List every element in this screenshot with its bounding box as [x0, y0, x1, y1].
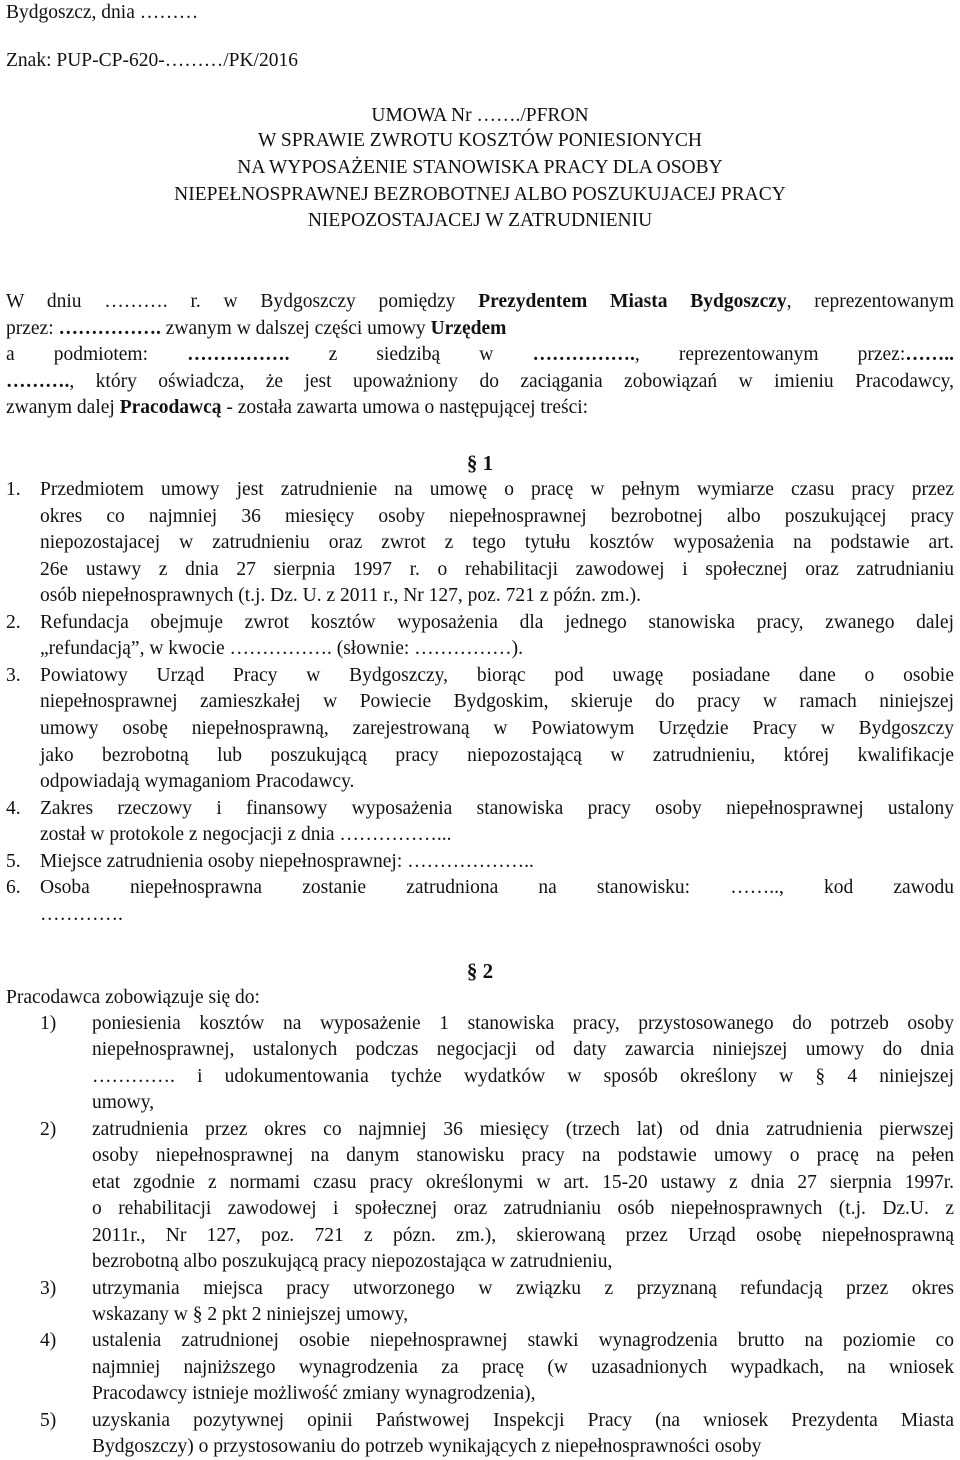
list-item-line: ustalenia zatrudnionej osobie niepełnosprawnej stawki wynagrodzenia brutto na poziomie co: [92, 1330, 954, 1352]
title-line: NIEPEŁNOSPRAWNEJ BEZROBOTNEJ ALBO POSZUKUJACEJ PRACY: [174, 184, 786, 205]
list-item-line: Bydgoszczy) o przystosowaniu do potrzeb wynikających z niepełnosprawności osoby: [92, 1436, 762, 1458]
list-item-line: …………. i udokumentowania tychże wydatków w sposób określony w § 4 niniejszej: [92, 1065, 954, 1087]
intro-line: a podmiotem: ……………. z siedzibą w ……………., reprezentowanym przez:……..: [6, 344, 954, 365]
list-item-number: 5): [40, 1409, 57, 1431]
list-item-line: osób niepełnosprawnych (t.j. Dz. U. z 2011 r., Nr 127, poz. 721 z późn. zm.).: [40, 585, 641, 607]
list-item-line: o rehabilitacji zawodowej i społecznej oraz zatrudnianiu osób niepełnosprawnych (t.j. Dz.U. z: [92, 1198, 954, 1220]
section-1-heading: § 1: [466, 451, 494, 475]
list-item-line: poniesienia kosztów na wyposażenie 1 stanowiska pracy, przystosowanego do potrzeb osoby: [92, 1013, 954, 1034]
list-item-number: 4): [40, 1330, 57, 1352]
title-line: NA WYPOSAŻENIE STANOWISKA PRACY DLA OSOBY: [237, 157, 723, 178]
list-item-line: niepełnosprawnej zamieszkałej w Powiecie Bydgoskim, skieruje do pracy w ramach niniejszej: [40, 691, 954, 713]
list-item-number: 2): [40, 1118, 57, 1140]
list-item-line: jako bezrobotną lub poszukującą pracy niepozostającą w zatrudnieniu, której kwalifikacje: [40, 744, 954, 766]
list-item-line: bezrobotną albo poszukującą pracy niepozostająca w zatrudnieniu,: [92, 1251, 613, 1273]
list-item-line: Przedmiotem umowy jest zatrudnienie na umowę o pracę w pełnym wymiarze czasu pracy przez: [40, 479, 954, 500]
list-item-number: 1.: [6, 479, 21, 500]
list-item-line: etat zgodnie z normami czasu pracy określonymi w art. 15-20 ustawy z dnia 27 sierpnia 1997r.: [92, 1171, 954, 1193]
list-item-line: Powiatowy Urząd Pracy w Bydgoszczy, biorąc pod uwagę posiadane dane o osobie: [40, 664, 954, 686]
title-line: NIEPOZOSTAJACEJ W ZATRUDNIENIU: [307, 210, 653, 231]
list-item-number: 1): [40, 1013, 57, 1034]
list-item-line: Osoba niepełnosprawna zostanie zatrudniona na stanowisku: …….., kod zawodu: [40, 877, 954, 899]
list-item-number: 6.: [6, 877, 21, 899]
place-date: Bydgoszcz, dnia ………: [6, 2, 199, 23]
list-item-line: ………….: [40, 903, 123, 925]
list-item-line: 26e ustawy z dnia 27 sierpnia 1997 r. o rehabilitacji zawodowej i społecznej oraz zatrudnianiu: [40, 558, 954, 580]
list-item-line: Refundacja obejmuje zwrot kosztów wyposażenia dla jednego stanowiska pracy, zwanego dalej: [40, 611, 954, 633]
list-item-number: 4.: [6, 797, 21, 819]
list-item-line: niepozostajacej w zatrudnieniu oraz zwrot z tego tytułu kosztów wyposażenia na podstawie art.: [40, 532, 954, 554]
list-item-line: Miejsce zatrudnienia osoby niepełnosprawnej: ………………..: [40, 850, 534, 872]
reference-number: Znak: PUP-CP-620-………/PK/2016: [6, 50, 298, 71]
list-item-line: został w protokole z negocjacji z dnia ……………...: [40, 824, 452, 846]
list-item-number: 5.: [6, 850, 21, 872]
title-line: W SPRAWIE ZWROTU KOSZTÓW PONIESIONYCH: [257, 130, 703, 151]
title-line: UMOWA Nr ……./PFRON: [371, 105, 589, 126]
list-item-line: najmniej najniższego wynagrodzenia za pracę (w uzasadnionych wypadkach, na wniosek: [92, 1356, 954, 1378]
section-2-lead: Pracodawca zobowiązuje się do:: [6, 987, 260, 1008]
section-2-heading: § 2: [466, 959, 494, 983]
intro-line: ………., który oświadcza, że jest upoważniony do zaciągania zobowiązań w imieniu Pracodawcy,: [6, 371, 954, 392]
list-item-line: zatrudnienia przez okres co najmniej 36 miesięcy (trzech lat) od dnia zatrudnienia pierwszej: [92, 1118, 954, 1140]
list-item-line: uzyskania pozytywnej opinii Państwowej Inspekcji Pracy (na wniosek Prezydenta Miasta: [92, 1409, 954, 1431]
list-item-number: 3.: [6, 664, 21, 686]
list-item-line: 2011r., Nr 127, poz. 721 z pózn. zm.), skierowaną przez Urząd osobę niepełnosprawną: [92, 1224, 954, 1246]
list-item-line: osoby niepełnosprawnej na danym stanowisku pracy na podstawie umowy o pracę na pełen: [92, 1145, 954, 1167]
list-item-line: odpowiadają wymaganiom Pracodawcy.: [40, 771, 355, 793]
intro-line: przez: ……………. zwanym w dalszej części umowy Urzędem: [6, 318, 507, 339]
list-item-line: niepełnosprawnej, ustalonych podczas negocjacji od daty zawarcia niniejszej umowy do dnia: [92, 1039, 954, 1061]
list-item-line: Pracodawcy istnieje możliwość zmiany wynagrodzenia),: [92, 1383, 536, 1405]
list-item-line: umowy osobę niepełnosprawną, zarejestrowaną w Powiatowym Urzędzie Pracy w Bydgoszczy: [40, 717, 954, 739]
list-item-line: Zakres rzeczowy i finansowy wyposażenia stanowiska pracy osoby niepełnosprawnej ustalony: [40, 797, 954, 819]
list-item-line: „refundacją”, w kwocie ……………. (słownie: ……………).: [40, 638, 524, 660]
intro-line: W dniu ………. r. w Bydgoszczy pomiędzy Prezydentem Miasta Bydgoszczy, reprezentowanym: [6, 291, 954, 312]
list-item-line: okres co najmniej 36 miesięcy osoby niepełnosprawnej bezrobotnej albo poszukującej pracy: [40, 505, 954, 527]
intro-line: zwanym dalej Pracodawcą - została zawarta umowa o następującej treści:: [6, 397, 589, 418]
list-item-line: utrzymania miejsca pracy utworzonego w związku z przyznaną refundacją przez okres: [92, 1277, 954, 1299]
list-item-line: umowy,: [92, 1092, 155, 1114]
list-item-number: 3): [40, 1277, 57, 1299]
list-item-line: wskazany w § 2 pkt 2 niniejszej umowy,: [92, 1303, 409, 1325]
list-item-number: 2.: [6, 611, 21, 633]
